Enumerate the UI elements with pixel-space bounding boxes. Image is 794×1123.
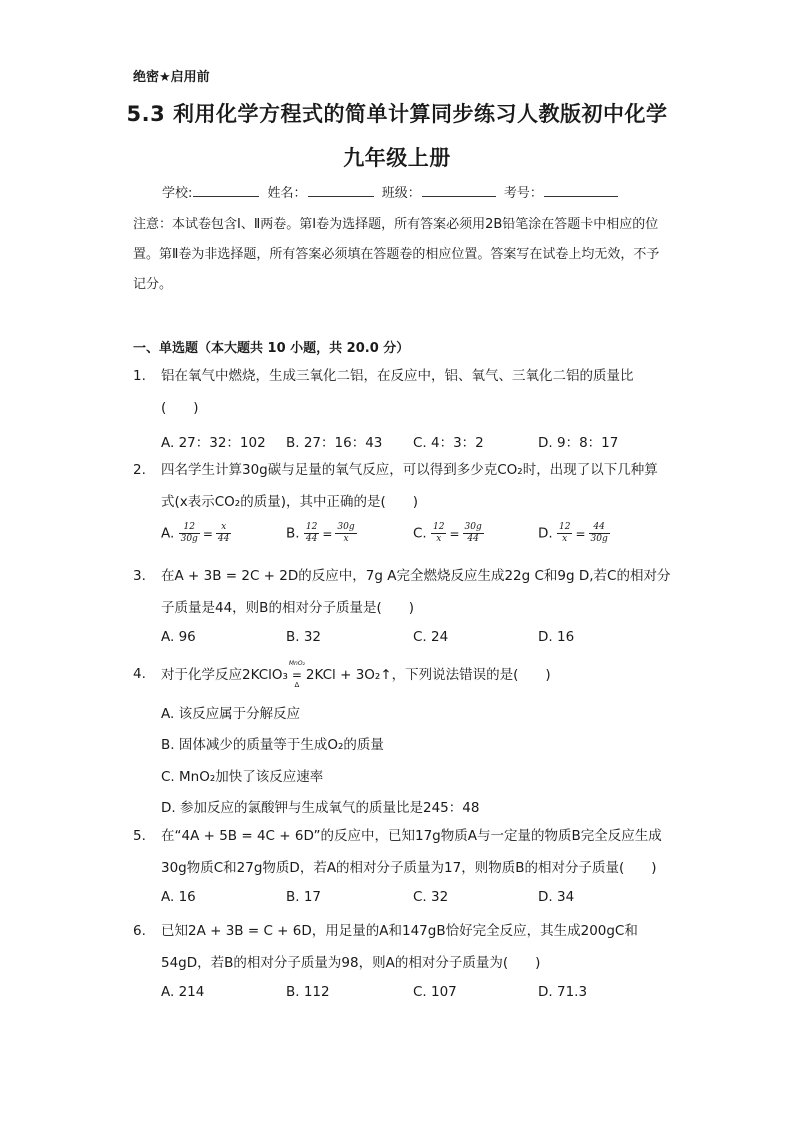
question-number: 4. [133,666,146,682]
exam-notice: 注意：本试卷包含Ⅰ、Ⅱ两卷。第Ⅰ卷为选择题，所有答案必须用2B铅笔涂在答题卡中相应的位置。第Ⅱ卷为非选择题，所有答案必须填在答题卷的相应位置。答案写在试卷上均无效，不予记分。 [133,217,660,292]
name-label: 姓名： [267,186,307,201]
confidential-label: 绝密★启用前 [133,70,210,85]
options-row [161,522,681,558]
option-a[interactable]: A. 16 [161,889,196,905]
catalyst-label: MnO₂ [288,660,305,667]
option-a[interactable] [161,522,231,545]
equals-sign: = [575,526,586,541]
option-c[interactable]: C. 4：3：2 [413,435,484,451]
option-c[interactable] [413,522,484,545]
options-row [161,984,681,1008]
option-d[interactable]: D. 16 [538,629,575,645]
question-number: 5. [133,828,146,844]
student-info-row [162,182,622,201]
options-row [161,629,681,653]
reaction-equals: = [291,668,302,682]
school-label: 学校: [162,186,193,201]
option-label: A. [161,525,175,542]
page-subtitle: 九年级上册 [343,146,451,170]
section-heading: 一、单选题（本大题共 10 小题，共 20.0 分） [133,341,410,356]
equals-sign: = [322,526,333,541]
option-d[interactable]: D. 参加反应的氯酸钾与生成氧气的质量比是245：48 [161,800,480,816]
option-b[interactable]: B. 32 [286,629,322,645]
equation-product: 2KCl + 3O₂↑，下列说法错误的是( ) [305,667,551,683]
option-d[interactable]: D. 71.3 [538,984,588,1000]
option-b[interactable] [286,522,357,545]
question-text: 已知2A + 3B = C + 6D，用足量的A和147gB恰好完全反应，其生成200gC和54gD，若B的相对分子质量为98，则A的相对分子质量为( ) [161,923,638,971]
option-d[interactable] [538,522,610,545]
equation-reactant: 对于化学反应2KClO₃ [161,667,288,683]
name-blank[interactable] [308,184,374,197]
fraction-right: $\frac{30g}{x}$ [337,522,355,544]
class-blank[interactable] [422,184,496,197]
option-a[interactable]: A. 27：32：102 [161,435,266,451]
question-text [161,660,671,689]
option-d[interactable]: D. 9：8：17 [538,435,619,451]
equals-sign: = [449,526,460,541]
option-c[interactable]: C. 32 [413,889,449,905]
option-b[interactable]: B. 27：16：43 [286,435,383,451]
question-number: 3. [133,568,146,584]
option-c[interactable]: C. 107 [413,984,457,1000]
question-text: 四名学生计算30g碳与足量的氧气反应，可以得到多少克CO₂时，出现了以下几种算式(x表示CO₂的质量)，其中正确的是( ) [161,462,658,510]
fraction-left: $\frac{12}{x}$ [433,522,445,544]
class-label: 班级： [381,186,421,201]
option-label: B. [286,525,300,542]
exam-number-label: 考号： [503,186,543,201]
school-blank[interactable] [193,184,259,197]
fraction-left: $\frac{12}{x}$ [558,522,571,544]
option-c[interactable]: C. 24 [413,629,449,645]
fraction-right: $\frac{30g}{44}$ [464,522,482,544]
fraction-right: $\frac{44}{30g}$ [590,522,608,544]
page-title: 5.3 利用化学方程式的简单计算同步练习人教版初中化学 [126,102,668,126]
option-label: D. [538,525,553,542]
question-text: 在“4A + 5B = 4C + 6D”的反应中，已知17g物质A与一定量的物质B完全反应生成30g物质C和27g物质D，若A的相对分子质量为17，则物质B的相对分子质量( ) [161,828,662,876]
question-text: 铝在氧气中燃烧，生成三氧化二铝，在反应中，铝、氧气、三氧化二铝的质量比( ) [161,368,634,416]
option-a[interactable]: A. 该反应属于分解反应 [161,706,301,722]
option-b[interactable]: B. 17 [286,889,322,905]
question-number: 2. [133,462,146,478]
option-b[interactable]: B. 固体减少的质量等于生成O₂的质量 [161,737,384,753]
option-label: C. [413,525,427,542]
question-text: 在A + 3B = 2C + 2D的反应中，7g A完全燃烧反应生成22g C和9g D,若C的相对分子质量是44，则B的相对分子质量是( ) [161,568,671,616]
option-a[interactable]: A. 96 [161,629,196,645]
options-row [161,431,681,455]
fraction-left: $\frac{12}{30g}$ [180,522,198,544]
option-c[interactable]: C. MnO₂加快了该反应速率 [161,769,324,785]
option-d[interactable]: D. 34 [538,889,575,905]
option-a[interactable]: A. 214 [161,984,205,1000]
question-number: 1. [133,368,146,384]
question-number: 6. [133,923,146,939]
exam-number-blank[interactable] [544,184,618,197]
fraction-left: $\frac{12}{44}$ [305,522,318,544]
option-b[interactable]: B. 112 [286,984,330,1000]
reaction-condition [288,660,306,689]
heat-symbol: Δ [294,681,300,689]
fraction-right: $\frac{x}{44}$ [217,522,230,544]
options-row [161,889,681,913]
equals-sign: = [202,526,213,541]
